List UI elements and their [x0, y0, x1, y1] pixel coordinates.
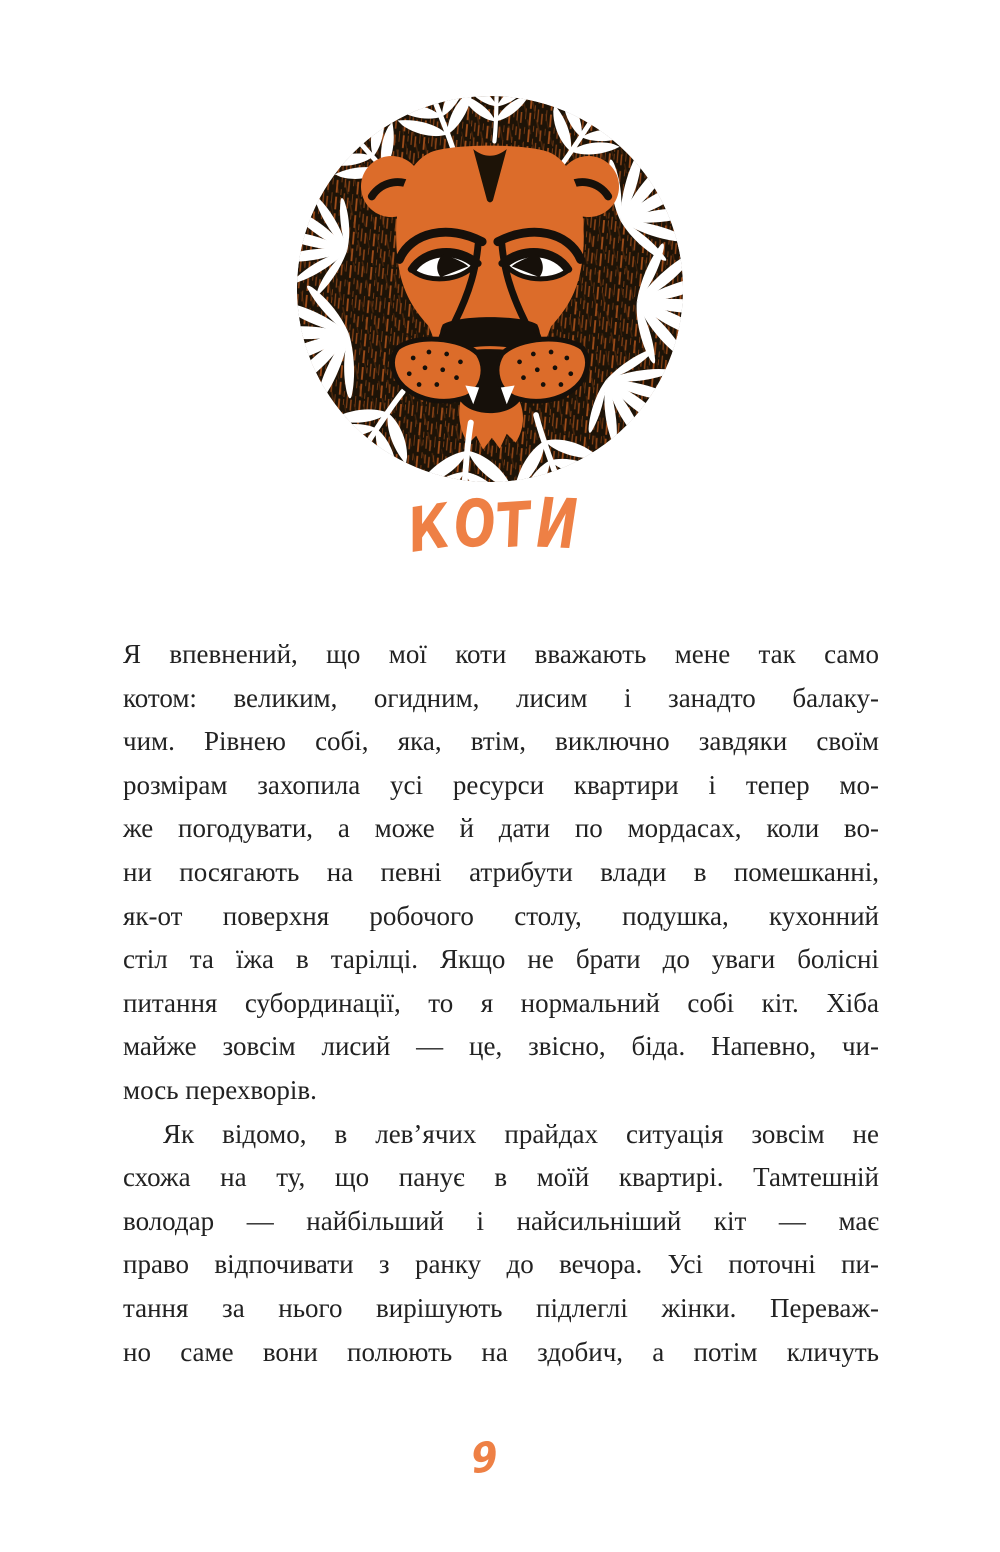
text-line: стіл та їжа в тарілці. Якщо не брати до уваги болісні [123, 944, 879, 975]
text-line: мось перехворів. [123, 1074, 317, 1105]
text-line: Як відомо, в лев’ячих прайдах ситуація зовсім не [163, 1118, 879, 1149]
text-line: чим. Рівнею собі, яка, втім, виключно завдяки своїм [123, 726, 879, 757]
text-line: котом: великим, огидним, лисим і занадто балаку- [123, 682, 879, 713]
paragraph [123, 1113, 879, 1375]
page-number-text: 9 [469, 1431, 501, 1484]
text-line: же погодувати, а може й дати по мордасах, коли во- [123, 813, 879, 844]
text-line: ни посягають на певні атрибути влади в помешканні, [123, 856, 879, 887]
text-line: Я впевнений, що мої коти вважають мене так само [123, 639, 879, 669]
text-line: майже зовсім лисий — це, звісно, біда. Напевно, чи- [123, 1031, 879, 1062]
chapter-title [0, 482, 1000, 568]
paragraph [123, 633, 879, 1113]
lion-illustration [293, 92, 687, 486]
text-line: схожа на ту, що панує в моїй квартирі. Тамтешній [123, 1162, 879, 1193]
chapter-title-text: КОТИ [408, 482, 587, 568]
text-line: володар — найбільший і найсильніший кіт — має [123, 1205, 879, 1236]
text-line: но саме вони полюють на здобич, а потім кличуть [123, 1336, 879, 1367]
text-line: тання за нього вирішують підлеглі жінки. Переваж- [123, 1292, 879, 1323]
text-line: розмірам захопила усі ресурси квартири і тепер мо- [123, 769, 879, 800]
text-line: право відпочивати з ранку до вечора. Усі поточні пи- [123, 1249, 879, 1280]
text-line: як-от поверхня робочого столу, подушка, кухонний [123, 900, 879, 931]
page-number [0, 1433, 1000, 1482]
text-line: питання субординації, то я нормальний собі кіт. Хіба [123, 987, 879, 1018]
body-text [123, 633, 879, 1374]
